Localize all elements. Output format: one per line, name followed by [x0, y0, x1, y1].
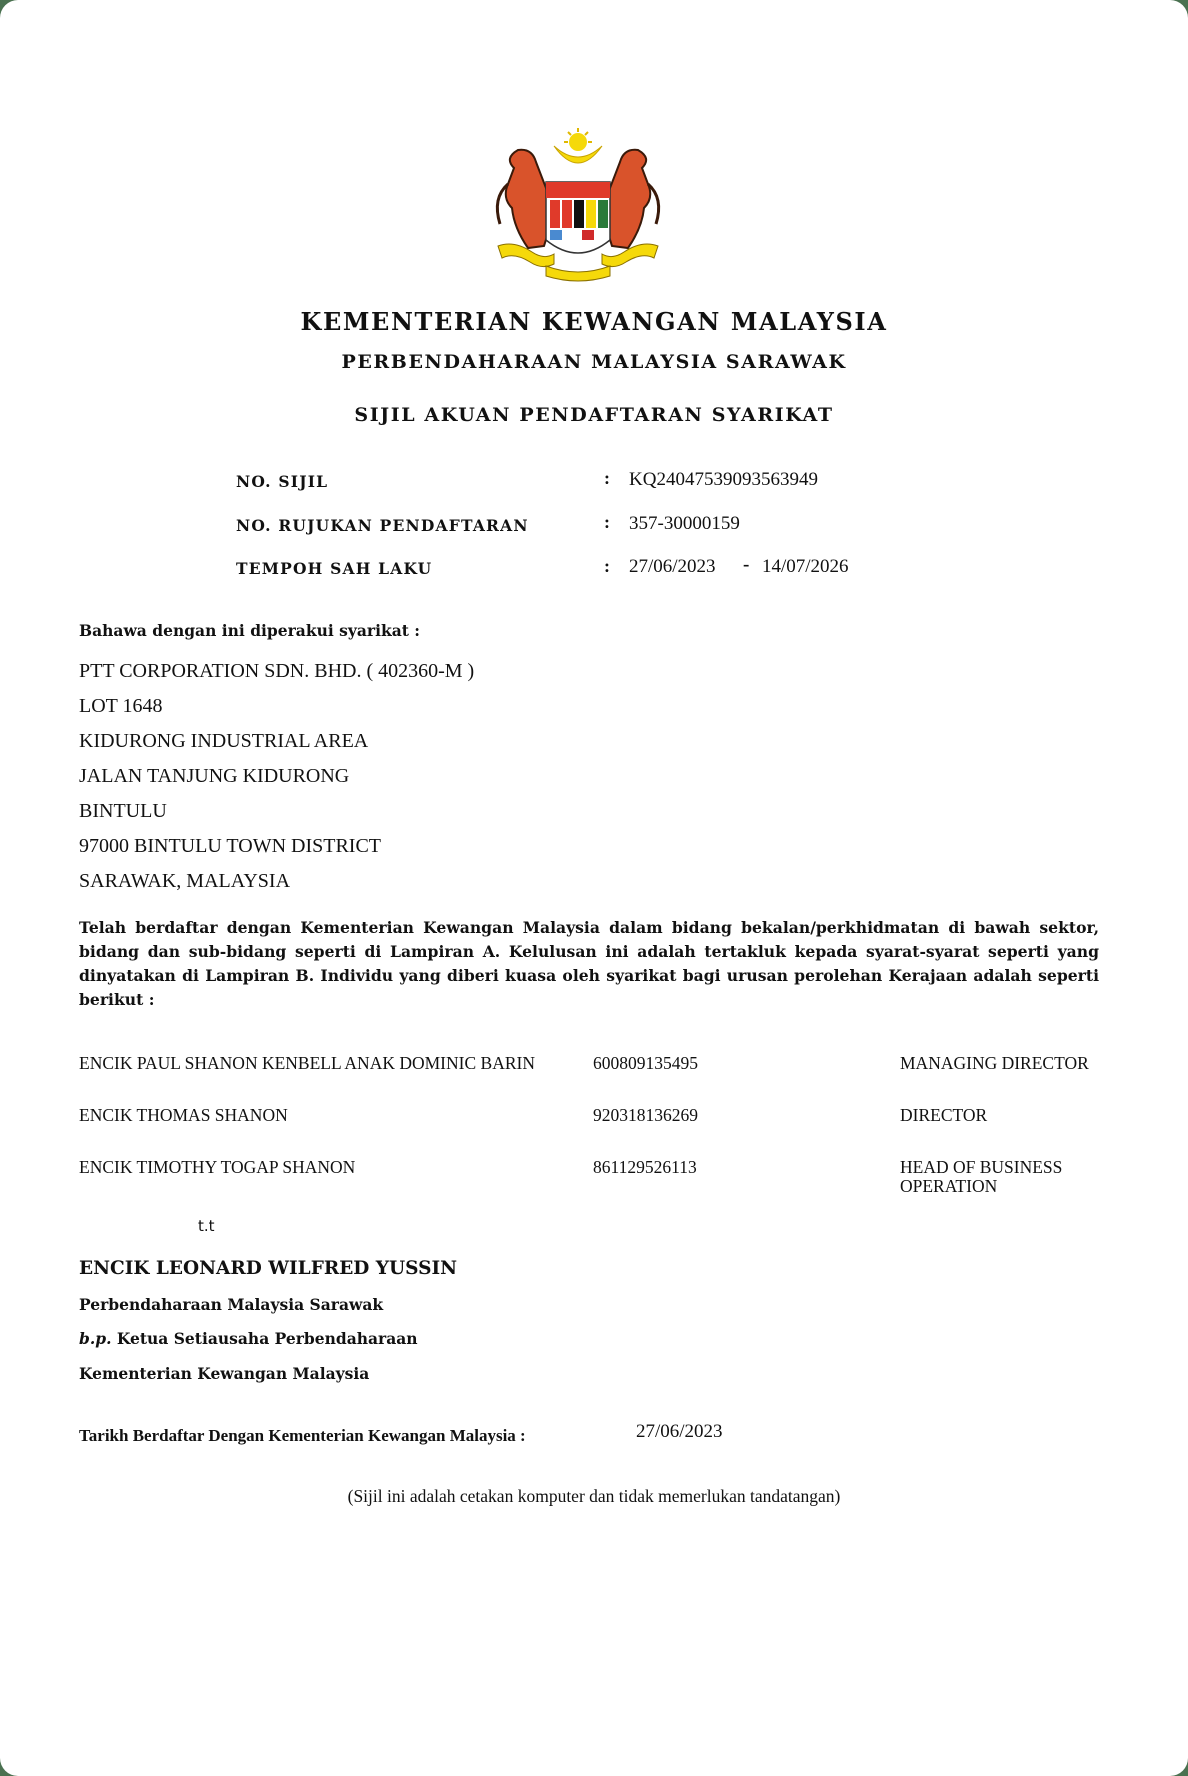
address-line: 97000 BINTULU TOWN DISTRICT: [79, 835, 382, 857]
person-position: MANAGING DIRECTOR: [900, 1053, 1089, 1073]
person-name: ENCIK PAUL SHANON KENBELL ANAK DOMINIC BARIN: [79, 1053, 535, 1073]
colon: :: [604, 468, 610, 488]
department-title: PERBENDAHARAAN MALAYSIA SARAWAK: [341, 351, 847, 373]
registration-date-label: Tarikh Berdaftar Dengan Kementerian Kewangan Malaysia :: [79, 1426, 526, 1445]
tt-mark: t.t: [198, 1217, 215, 1235]
signatory-name: ENCIK LEONARD WILFRED YUSSIN: [79, 1258, 458, 1279]
registration-statement: Telah berdaftar dengan Kementerian Kewangan Malaysia dalam bidang bekalan/perkhidmatan di bawah sektor, bidang dan sub-bidang seperti di Lampiran A. Kelulusan ini adalah tertakluk kepada syarat-syarat seperti yang dinyatakan di Lampiran B. Individu yang diberi kuasa oleh syarikat bagi urusan perolehan Kerajaan adalah seperti berikut :: [79, 918, 1099, 1009]
certificate-number-value: KQ24047539093563949: [629, 469, 818, 490]
validity-from-value: 27/06/2023: [629, 556, 716, 577]
registration-reference-value: 357-30000159: [629, 513, 740, 534]
colon: :: [604, 512, 610, 532]
person-ic: 920318136269: [593, 1105, 698, 1125]
person-ic: 600809135495: [593, 1053, 698, 1073]
certify-intro: Bahawa dengan ini diperakui syarikat :: [79, 621, 421, 640]
address-line: JALAN TANJUNG KIDURONG: [79, 765, 350, 787]
signatory-ministry: Kementerian Kewangan Malaysia: [79, 1364, 370, 1383]
on-behalf-line: [79, 1329, 418, 1348]
person-name: ENCIK THOMAS SHANON: [79, 1105, 288, 1125]
validity-to-value: 14/07/2026: [762, 556, 849, 577]
address-line: SARAWAK, MALAYSIA: [79, 870, 291, 892]
coat-of-arms-icon: [484, 128, 672, 284]
validity-separator: -: [743, 554, 750, 575]
person-position: HEAD OF BUSINESS OPERATION: [900, 1157, 1063, 1196]
signatory-office: Perbendaharaan Malaysia Sarawak: [79, 1295, 384, 1314]
registration-reference-label: NO. RUJUKAN PENDAFTARAN: [236, 516, 529, 535]
ministry-title: KEMENTERIAN KEWANGAN MALAYSIA: [300, 307, 888, 336]
colon: :: [604, 556, 610, 576]
address-line: LOT 1648: [79, 695, 163, 717]
computer-generated-note: (Sijil ini adalah cetakan komputer dan tidak memerlukan tandatangan): [347, 1486, 841, 1506]
registration-date-value: 27/06/2023: [636, 1421, 723, 1442]
person-position: DIRECTOR: [900, 1105, 988, 1125]
address-line: KIDURONG INDUSTRIAL AREA: [79, 730, 369, 752]
company-name: PTT CORPORATION SDN. BHD. ( 402360-M ): [79, 660, 475, 682]
person-name: ENCIK TIMOTHY TOGAP SHANON: [79, 1157, 356, 1177]
on-behalf-title: Ketua Setiausaha Perbendaharaan: [116, 1329, 418, 1348]
certificate-number-label: NO. SIJIL: [236, 472, 329, 491]
bp-prefix: b.p.: [79, 1329, 112, 1348]
address-line: BINTULU: [79, 800, 167, 822]
person-ic: 861129526113: [593, 1157, 697, 1177]
certificate-title: SIJIL AKUAN PENDAFTARAN SYARIKAT: [354, 404, 834, 426]
validity-period-label: TEMPOH SAH LAKU: [236, 559, 433, 578]
